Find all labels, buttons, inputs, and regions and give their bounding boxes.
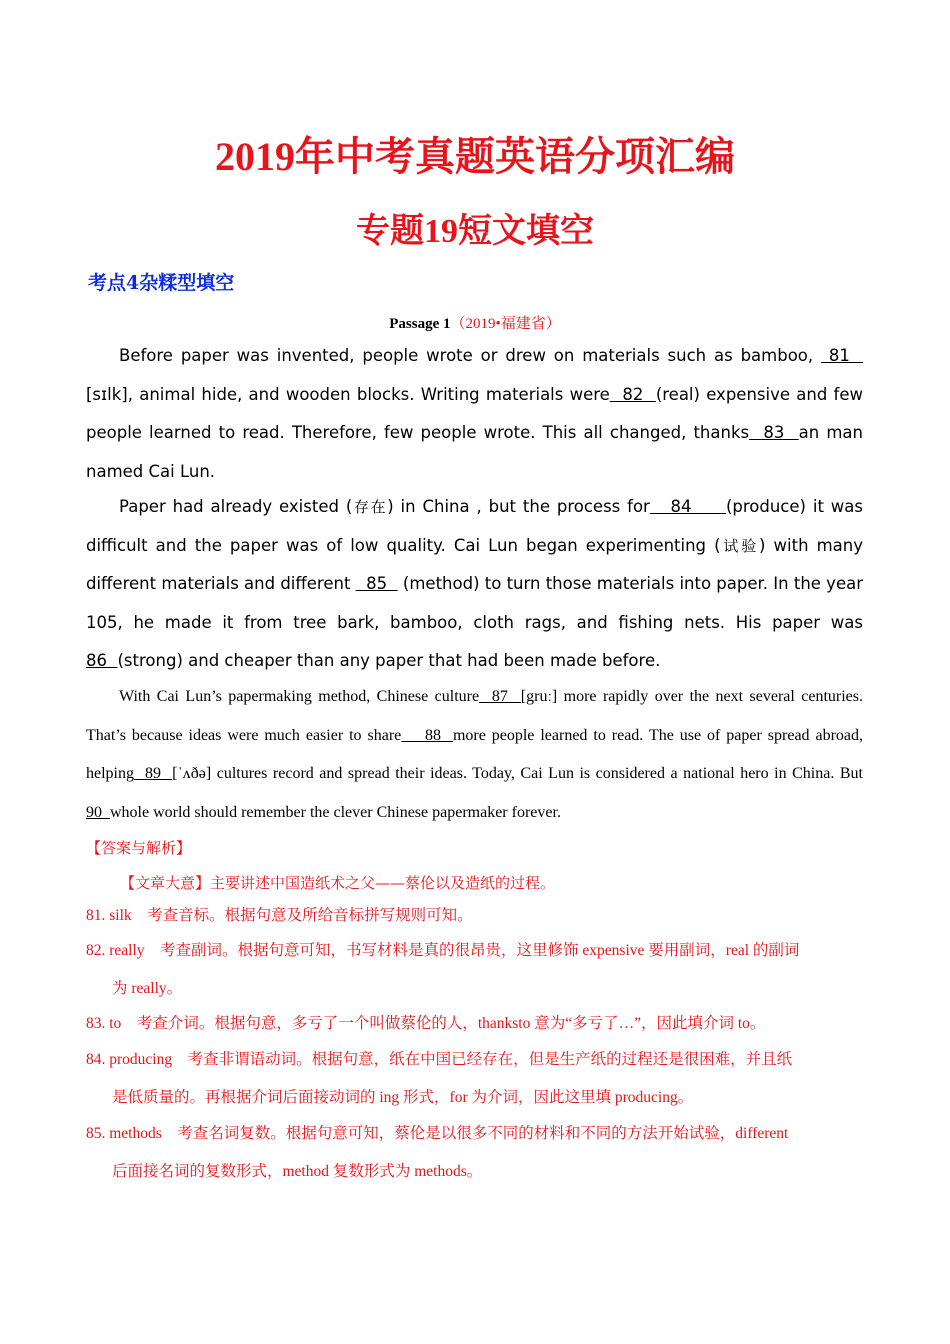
section-heading: 考点4杂糅型填空 — [88, 272, 235, 294]
answer-explanation-cont: 为 really。 — [112, 980, 183, 997]
passage-label: Passage 1 — [389, 316, 451, 332]
answer-summary: 【文章大意】主要讲述中国造纸术之父——蔡伦以及造纸的过程。 — [120, 874, 556, 892]
text-zh: 试验 — [720, 536, 760, 555]
answer-explanation: 考查音标。根据句意及所给音标拼写规则可知。 — [131, 907, 473, 924]
passage-source: （2019•福建省） — [450, 316, 561, 332]
answer-81 — [86, 897, 864, 935]
text: whole world should remember the clever Chinese papermaker forever. — [110, 803, 561, 821]
blank-89: 89 — [134, 765, 173, 782]
passage-heading — [0, 312, 950, 333]
text: ) in China , but the process for — [387, 497, 650, 516]
answer-explanation: 考查名词复数。根据句意可知，蔡伦是以很多不同的材料和不同的方法开始试验，different — [161, 1125, 789, 1142]
text: an man named Cai Lun. — [86, 423, 863, 481]
passage-paragraph-2 — [86, 488, 863, 681]
text: Before paper was invented, people wrote or drew on materials such as bamboo, — [119, 346, 814, 365]
text: ) with many different materials and different — [86, 535, 863, 593]
answer-key: 81. silk — [86, 907, 132, 924]
answer-explanation: 考查介词。根据句意，多亏了一个叫做蔡伦的人，thanksto 意为“多亏了…”，因此填介词 to。 — [121, 1015, 766, 1032]
text: [sɪlk], animal hide, and wooden blocks. Writing materials were — [86, 384, 610, 404]
answer-key: 82. really — [86, 942, 145, 959]
text: (method) to turn those materials into paper. In the year 105, he made it from tree bark, bamboo, cloth rags, and fishing nets. His paper was — [86, 574, 863, 632]
answer-heading: 【答案与解析】 — [86, 839, 192, 857]
blank-81: 81 — [821, 346, 864, 365]
text: (real) expensive and few people learned to read. Therefore, few people wrote. This all changed, thanks — [86, 384, 863, 442]
blank-87: 87 — [479, 688, 521, 705]
text: Paper had already existed ( — [119, 497, 353, 516]
answer-explanation: 考查非谓语动词。根据句意，纸在中国已经存在，但是生产纸的过程还是很困难，并且纸 — [172, 1051, 793, 1068]
answer-explanation-cont: 是低质量的。再根据介词后面接动词的 ing 形式，for 为介词，因此这里填 producing。 — [112, 1089, 694, 1106]
answer-key: 83. to — [86, 1015, 122, 1032]
passage-paragraph-1 — [86, 337, 863, 491]
passage-paragraph-3 — [86, 678, 863, 832]
text: more people learned to read. The use of paper spread abroad, helping — [86, 726, 864, 782]
answer-82 — [86, 932, 864, 1008]
page-subtitle: 专题19短文填空 — [356, 213, 594, 250]
answer-84 — [86, 1041, 864, 1117]
answer-explanation-cont: 后面接名词的复数形式，method 复数形式为 methods。 — [112, 1163, 483, 1180]
blank-90: 90 — [86, 803, 110, 821]
text: (produce) it was difficult and the paper was of low quality. Cai Lun began experimenting ( — [86, 497, 863, 555]
page-title: 2019年中考真题英语分项汇编 — [215, 134, 735, 179]
blank-82: 82 — [609, 384, 656, 404]
text: With Cai Lun’s papermaking method, Chinese culture — [119, 688, 480, 705]
blank-85: 85 — [355, 574, 398, 593]
text: (strong) and cheaper than any paper that had been made before. — [117, 651, 661, 670]
answer-explanation: 考查副词。根据句意可知，书写材料是真的很昂贵，这里修饰 expensive 要用副词，real 的副词 — [144, 942, 800, 959]
answer-85 — [86, 1115, 864, 1191]
answer-83 — [86, 1005, 864, 1043]
text: [gruː] more rapidly over the next several centuries. That’s because ideas were much easier to share — [86, 688, 864, 744]
text: [ˈʌðə] cultures record and spread their ideas. Today, Cai Lun is considered a national hero in China. But — [172, 765, 864, 782]
blank-86: 86 — [86, 651, 118, 670]
blank-83: 83 — [749, 423, 799, 442]
text-zh: 存在 — [352, 498, 388, 516]
blank-88: 88 — [401, 726, 453, 744]
blank-84: 84 — [649, 497, 726, 516]
answer-key: 85. methods — [86, 1125, 162, 1142]
answer-key: 84. producing — [86, 1051, 173, 1068]
